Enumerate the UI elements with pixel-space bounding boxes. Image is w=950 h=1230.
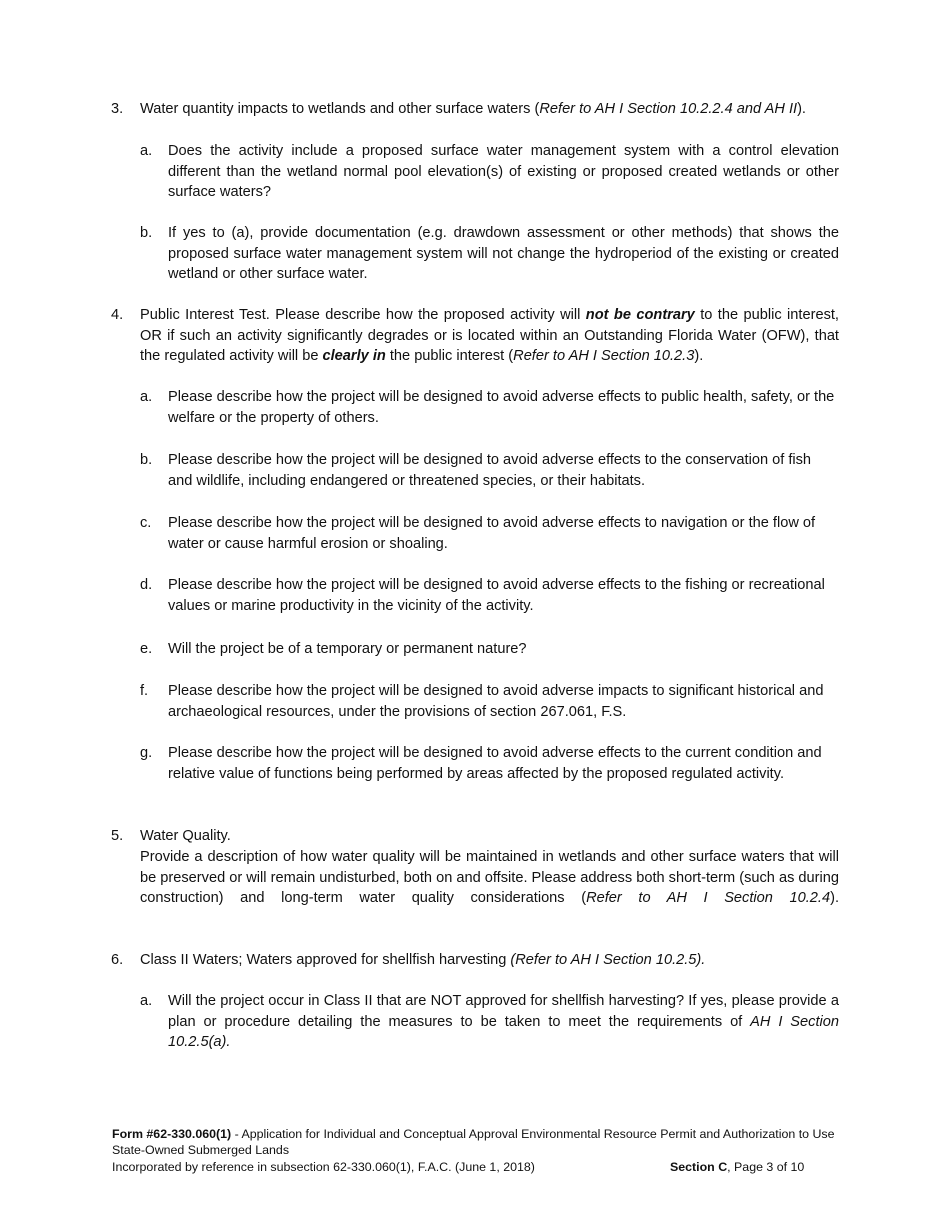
footer-page-info: Section C, Page 3 of 10 xyxy=(670,1160,805,1174)
footer-form-title: Form #62-330.060(1) - Application for Individual and Conceptual Approval Environmental Resource Permit and Authorization to Use State-Owned Submerged Lands xyxy=(112,1127,835,1157)
item-4-number: 4. xyxy=(111,307,124,323)
item-3b-text: If yes to (a), provide documentation (e.g. drawdown assessment or other methods) that shows the proposed surface water management system will not change the hydroperiod of the existing or created wetland or other surface water. xyxy=(168,225,839,283)
item-4f-letter: f. xyxy=(140,683,149,699)
item-4c-text: Please describe how the project will be designed to avoid adverse effects to navigation or the flow of water or cause harmful erosion or shoaling. xyxy=(168,515,816,552)
item-4c-letter: c. xyxy=(140,515,152,531)
item-6-text: Class II Waters; Waters approved for shellfish harvesting (Refer to AH I Section 10.2.5). xyxy=(140,952,706,968)
item-4a-text: Please describe how the project will be designed to avoid adverse effects to public health, safety, or the welfare or the property of others. xyxy=(168,389,835,426)
item-3a-letter: a. xyxy=(140,143,153,159)
item-6a-text: Will the project occur in Class II that are NOT approved for shellfish harvesting? If yes, please provide a plan or procedure detailing the measures to be taken to meet the requirements of AH I Section 10.2.5(a). xyxy=(168,993,839,1051)
item-4-text: Public Interest Test. Please describe how the proposed activity will not be contrary to the public interest, OR if such an activity significantly degrades or is located within an Outstanding Florida Water (OFW), that the regulated activity will be clearly in the public interest (Refer to AH I Section 10.2.3). xyxy=(140,307,839,365)
item-4e-text: Will the project be of a temporary or permanent nature? xyxy=(168,641,527,657)
item-4d-text: Please describe how the project will be designed to avoid adverse effects to the fishing or recreational values or marine productivity in the vicinity of the activity. xyxy=(168,577,825,614)
footer-incorporated: Incorporated by reference in subsection 62-330.060(1), F.A.C. (June 1, 2018) xyxy=(112,1160,535,1174)
item-4g-text: Please describe how the project will be designed to avoid adverse effects to the current condition and relative value of functions being performed by areas affected by the proposed regulated activity. xyxy=(168,745,822,782)
item-5-number: 5. xyxy=(111,828,124,844)
item-6-number: 6. xyxy=(111,952,124,968)
item-4f-text: Please describe how the project will be designed to avoid adverse impacts to significant historical and archaeological resources, under the provisions of section 267.061, F.S. xyxy=(168,683,824,720)
item-4e-letter: e. xyxy=(140,641,153,657)
item-4d-letter: d. xyxy=(140,577,153,593)
item-6a-letter: a. xyxy=(140,993,153,1009)
item-3b-letter: b. xyxy=(140,225,153,241)
item-4g-letter: g. xyxy=(140,745,153,761)
item-4b-text: Please describe how the project will be designed to avoid adverse effects to the conservation of fish and wildlife, including endangered or threatened species, or their habitats. xyxy=(168,452,812,489)
item-3-number: 3. xyxy=(111,101,124,117)
item-5-title: Water Quality. xyxy=(140,828,231,844)
item-3a-text: Does the activity include a proposed surface water management system with a control elevation different than the wetland normal pool elevation(s) of existing or proposed created wetlands or other surface waters? xyxy=(168,143,839,201)
item-4a-letter: a. xyxy=(140,389,153,405)
item-5-text: Provide a description of how water quality will be maintained in wetlands and other surface waters that will be preserved or will remain undisturbed, both on and offsite. Please address both short-term (such as during construction) and long-term water quality considerations (Refer to AH I Section 10.2.4). xyxy=(140,849,839,907)
item-4b-letter: b. xyxy=(140,452,153,468)
item-3-text: Water quantity impacts to wetlands and other surface waters (Refer to AH I Section 10.2.2.4 and AH II). xyxy=(140,101,806,117)
